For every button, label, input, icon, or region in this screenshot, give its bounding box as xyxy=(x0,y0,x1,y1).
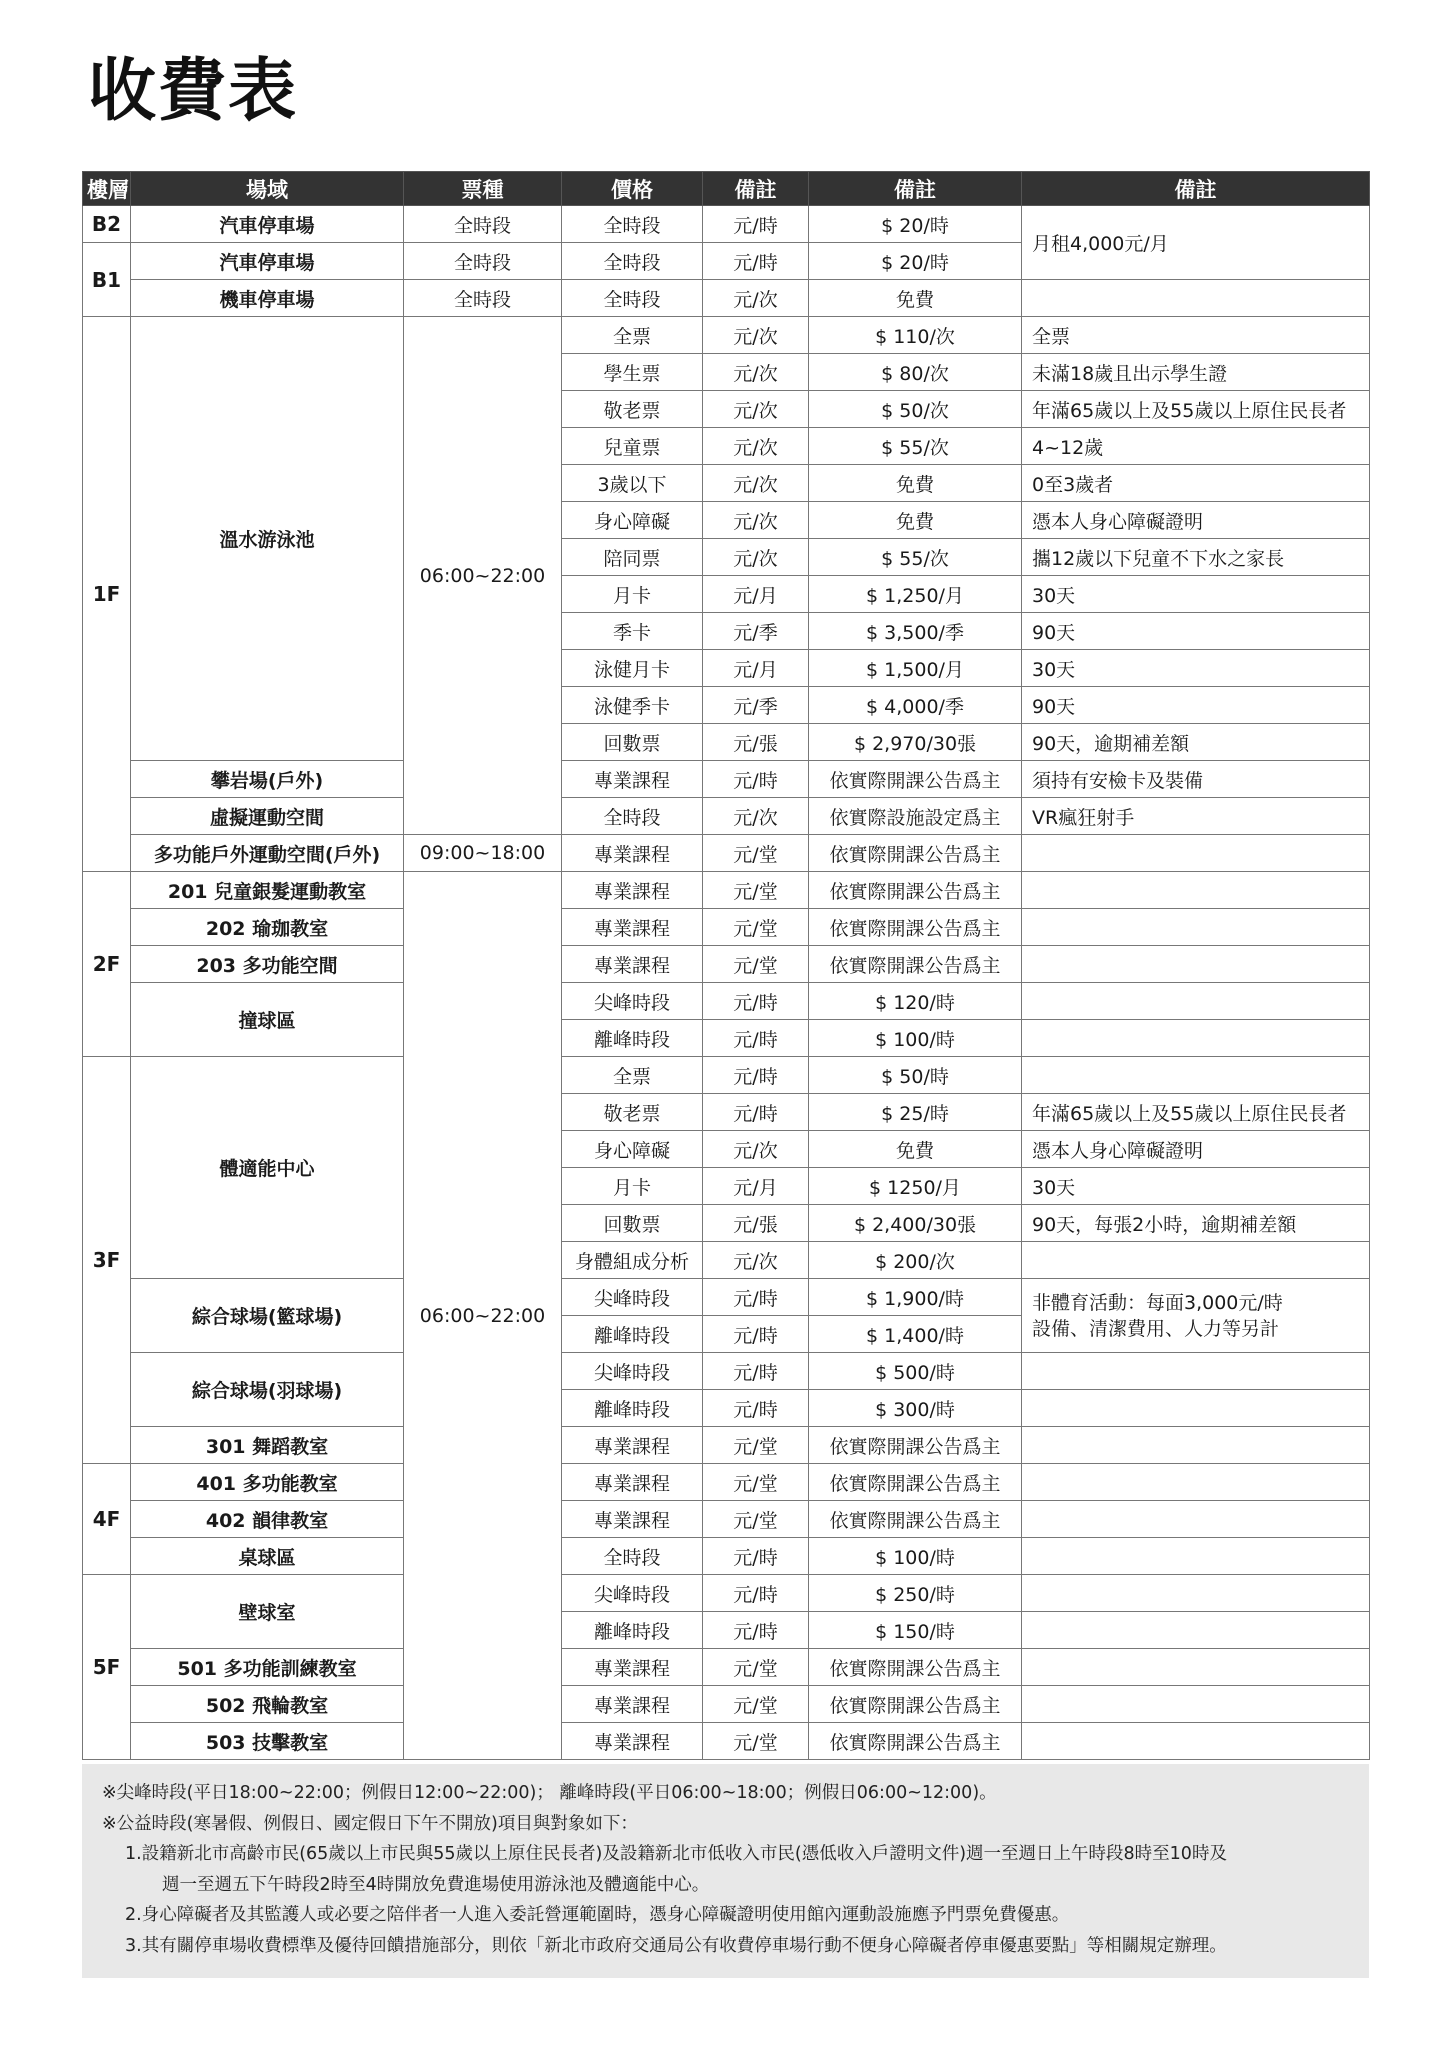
notes-cell: 憑本人身心障礙證明 xyxy=(1022,502,1370,539)
floor-label: 4F xyxy=(83,1464,131,1575)
notes-cell: 須持有安檢卡及裝備 xyxy=(1022,761,1370,798)
price-type-cell: 回數票 xyxy=(562,1205,703,1242)
unit-cell: 元/時 xyxy=(703,1538,809,1575)
venue-name: 桌球區 xyxy=(131,1538,404,1575)
amount-cell: $ 250/時 xyxy=(809,1575,1022,1612)
amount-cell: $ 1,500/月 xyxy=(809,650,1022,687)
amount-cell: $ 150/時 xyxy=(809,1612,1022,1649)
notes-cell xyxy=(1022,1353,1370,1390)
unit-cell: 元/張 xyxy=(703,1205,809,1242)
unit-cell: 元/時 xyxy=(703,1057,809,1094)
price-type-cell: 離峰時段 xyxy=(562,1612,703,1649)
unit-cell: 元/次 xyxy=(703,391,809,428)
amount-cell: $ 2,970/30張 xyxy=(809,724,1022,761)
notes-cell: 未滿18歲且出示學生證 xyxy=(1022,354,1370,391)
table-row xyxy=(83,1464,1370,1501)
notes-cell xyxy=(1022,835,1370,872)
unit-cell: 元/堂 xyxy=(703,835,809,872)
amount-cell: $ 100/時 xyxy=(809,1538,1022,1575)
price-type-cell: 季卡 xyxy=(562,613,703,650)
notes-cell xyxy=(1022,1390,1370,1427)
amount-cell: 免費 xyxy=(809,502,1022,539)
table-row xyxy=(83,1723,1370,1760)
table-row xyxy=(83,1575,1370,1612)
price-type-cell: 尖峰時段 xyxy=(562,983,703,1020)
amount-cell: $ 1,400/時 xyxy=(809,1316,1022,1353)
amount-cell: $ 50/次 xyxy=(809,391,1022,428)
amount-cell: 依實際開課公告爲主 xyxy=(809,1427,1022,1464)
unit-cell: 元/時 xyxy=(703,1316,809,1353)
unit-cell: 元/月 xyxy=(703,1168,809,1205)
amount-cell: 免費 xyxy=(809,465,1022,502)
amount-cell: 依實際開課公告爲主 xyxy=(809,872,1022,909)
ticket-type-cell: 全時段 xyxy=(404,280,562,317)
notes-cell: 年滿65歲以上及55歲以上原住民長者 xyxy=(1022,391,1370,428)
venue-name: 汽車停車場 xyxy=(131,206,404,243)
price-type-cell: 敬老票 xyxy=(562,391,703,428)
header-amount: 備註 xyxy=(809,172,1022,206)
unit-cell: 元/堂 xyxy=(703,1649,809,1686)
price-type-cell: 泳健月卡 xyxy=(562,650,703,687)
unit-cell: 元/次 xyxy=(703,1242,809,1279)
price-type-cell: 身體組成分析 xyxy=(562,1242,703,1279)
table-header-row xyxy=(83,172,1370,206)
unit-cell: 元/堂 xyxy=(703,1427,809,1464)
table-row xyxy=(83,835,1370,872)
price-type-cell: 專業課程 xyxy=(562,1427,703,1464)
unit-cell: 元/次 xyxy=(703,798,809,835)
unit-cell: 元/次 xyxy=(703,317,809,354)
price-type-cell: 離峰時段 xyxy=(562,1020,703,1057)
price-type-cell: 離峰時段 xyxy=(562,1390,703,1427)
unit-cell: 元/次 xyxy=(703,1131,809,1168)
footnote-public-hours: ※公益時段(寒暑假、例假日、國定假日下午不開放)項目與對象如下： xyxy=(102,1813,638,1834)
floor-label: 2F xyxy=(83,872,131,1057)
table-row xyxy=(83,983,1370,1020)
floor-label: B1 xyxy=(83,243,131,317)
notes-cell: 90天 xyxy=(1022,687,1370,724)
amount-cell: 依實際開課公告爲主 xyxy=(809,909,1022,946)
notes-cell: 憑本人身心障礙證明 xyxy=(1022,1131,1370,1168)
notes-cell: 0至3歲者 xyxy=(1022,465,1370,502)
notes-cell: 月租4,000元/月 xyxy=(1022,206,1370,280)
amount-cell: 依實際開課公告爲主 xyxy=(809,1501,1022,1538)
price-type-cell: 全時段 xyxy=(562,243,703,280)
venue-name: 虛擬運動空間 xyxy=(131,798,404,835)
notes-cell xyxy=(1022,1020,1370,1057)
price-type-cell: 專業課程 xyxy=(562,1501,703,1538)
footnote-item-1: 1.設籍新北市高齡市民(65歲以上市民與55歲以上原住民長者)及設籍新北市低收入市民(憑低收入戶證明文件)週一至週日上午時段8時至10時及 xyxy=(125,1844,1227,1864)
table-row xyxy=(83,872,1370,909)
amount-cell: $ 1250/月 xyxy=(809,1168,1022,1205)
table-row xyxy=(83,1427,1370,1464)
amount-cell: 依實際開課公告爲主 xyxy=(809,1686,1022,1723)
venue-name: 402 韻律教室 xyxy=(131,1501,404,1538)
venue-name: 撞球區 xyxy=(131,983,404,1057)
unit-cell: 元/時 xyxy=(703,1575,809,1612)
venue-name: 203 多功能空間 xyxy=(131,946,404,983)
amount-cell: $ 55/次 xyxy=(809,539,1022,576)
venue-name: 503 技擊教室 xyxy=(131,1723,404,1760)
unit-cell: 元/次 xyxy=(703,280,809,317)
notes-cell xyxy=(1022,1612,1370,1649)
fee-table xyxy=(82,171,1370,1760)
unit-cell: 元/次 xyxy=(703,465,809,502)
ticket-type-cell: 全時段 xyxy=(404,243,562,280)
amount-cell: $ 200/次 xyxy=(809,1242,1022,1279)
price-type-cell: 離峰時段 xyxy=(562,1316,703,1353)
unit-cell: 元/時 xyxy=(703,1094,809,1131)
header-floor: 樓層 xyxy=(83,172,131,206)
price-type-cell: 專業課程 xyxy=(562,761,703,798)
header-venue: 場域 xyxy=(131,172,404,206)
price-type-cell: 專業課程 xyxy=(562,872,703,909)
amount-cell: $ 100/時 xyxy=(809,1020,1022,1057)
unit-cell: 元/次 xyxy=(703,354,809,391)
footnotes-box xyxy=(82,1764,1369,1978)
venue-name: 綜合球場(羽球場) xyxy=(131,1353,404,1427)
notes-cell xyxy=(1022,1538,1370,1575)
amount-cell: $ 120/時 xyxy=(809,983,1022,1020)
amount-cell: 免費 xyxy=(809,1131,1022,1168)
unit-cell: 元/時 xyxy=(703,1390,809,1427)
amount-cell: 依實際開課公告爲主 xyxy=(809,1649,1022,1686)
unit-cell: 元/時 xyxy=(703,1612,809,1649)
amount-cell: $ 4,000/季 xyxy=(809,687,1022,724)
price-type-cell: 身心障礙 xyxy=(562,1131,703,1168)
notes-cell: 年滿65歲以上及55歲以上原住民長者 xyxy=(1022,1094,1370,1131)
amount-cell: $ 2,400/30張 xyxy=(809,1205,1022,1242)
notes-cell: 30天 xyxy=(1022,650,1370,687)
venue-name: 301 舞蹈教室 xyxy=(131,1427,404,1464)
venue-name: 壁球室 xyxy=(131,1575,404,1649)
price-type-cell: 泳健季卡 xyxy=(562,687,703,724)
unit-cell: 元/時 xyxy=(703,243,809,280)
amount-cell: 依實際開課公告爲主 xyxy=(809,761,1022,798)
unit-cell: 元/堂 xyxy=(703,1501,809,1538)
amount-cell: $ 1,250/月 xyxy=(809,576,1022,613)
table-row xyxy=(83,1057,1370,1094)
venue-name: 501 多功能訓練教室 xyxy=(131,1649,404,1686)
header-unit: 備註 xyxy=(703,172,809,206)
table-row xyxy=(83,1279,1370,1316)
unit-cell: 元/時 xyxy=(703,1279,809,1316)
price-type-cell: 專業課程 xyxy=(562,946,703,983)
notes-cell xyxy=(1022,1649,1370,1686)
venue-name: 汽車停車場 xyxy=(131,243,404,280)
table-row xyxy=(83,206,1370,243)
unit-cell: 元/時 xyxy=(703,1353,809,1390)
amount-cell: 依實際開課公告爲主 xyxy=(809,1464,1022,1501)
price-type-cell: 回數票 xyxy=(562,724,703,761)
price-type-cell: 尖峰時段 xyxy=(562,1279,703,1316)
price-type-cell: 全票 xyxy=(562,317,703,354)
page-title: 收費表 xyxy=(88,52,299,131)
price-type-cell: 專業課程 xyxy=(562,1723,703,1760)
unit-cell: 元/次 xyxy=(703,428,809,465)
venue-name: 機車停車場 xyxy=(131,280,404,317)
amount-cell: $ 20/時 xyxy=(809,243,1022,280)
amount-cell: $ 300/時 xyxy=(809,1390,1022,1427)
price-type-cell: 全時段 xyxy=(562,280,703,317)
venue-name: 溫水游泳池 xyxy=(131,317,404,761)
price-type-cell: 敬老票 xyxy=(562,1094,703,1131)
amount-cell: $ 20/時 xyxy=(809,206,1022,243)
price-type-cell: 3歲以下 xyxy=(562,465,703,502)
notes-cell: 4~12歲 xyxy=(1022,428,1370,465)
venue-name: 綜合球場(籃球場) xyxy=(131,1279,404,1353)
price-type-cell: 全票 xyxy=(562,1057,703,1094)
amount-cell: 依實際開課公告爲主 xyxy=(809,835,1022,872)
notes-cell xyxy=(1022,872,1370,909)
notes-cell: 90天 xyxy=(1022,613,1370,650)
notes-cell xyxy=(1022,1242,1370,1279)
price-type-cell: 專業課程 xyxy=(562,1464,703,1501)
price-type-cell: 專業課程 xyxy=(562,835,703,872)
table-row xyxy=(83,946,1370,983)
unit-cell: 元/堂 xyxy=(703,1686,809,1723)
header-notes: 備註 xyxy=(1022,172,1370,206)
amount-cell: 依實際開課公告爲主 xyxy=(809,1723,1022,1760)
price-type-cell: 陪同票 xyxy=(562,539,703,576)
unit-cell: 元/次 xyxy=(703,539,809,576)
ticket-type-cell: 全時段 xyxy=(404,206,562,243)
floor-label: 5F xyxy=(83,1575,131,1760)
table-row xyxy=(83,1501,1370,1538)
notes-cell: 30天 xyxy=(1022,576,1370,613)
unit-cell: 元/堂 xyxy=(703,909,809,946)
table-row xyxy=(83,909,1370,946)
price-type-cell: 尖峰時段 xyxy=(562,1353,703,1390)
venue-name: 多功能戶外運動空間(戶外) xyxy=(131,835,404,872)
amount-cell: $ 50/時 xyxy=(809,1057,1022,1094)
venue-name: 體適能中心 xyxy=(131,1057,404,1279)
venue-name: 401 多功能教室 xyxy=(131,1464,404,1501)
table-row xyxy=(83,1686,1370,1723)
footnote-peak-hours: ※尖峰時段(平日18:00~22:00；例假日12:00~22:00)； 離峰時段(平日06:00~18:00；例假日06:00~12:00)。 xyxy=(102,1783,997,1803)
price-type-cell: 兒童票 xyxy=(562,428,703,465)
amount-cell: 免費 xyxy=(809,280,1022,317)
unit-cell: 元/堂 xyxy=(703,1464,809,1501)
amount-cell: $ 500/時 xyxy=(809,1353,1022,1390)
price-type-cell: 專業課程 xyxy=(562,1649,703,1686)
notes-cell: 30天 xyxy=(1022,1168,1370,1205)
amount-cell: 依實際設施設定爲主 xyxy=(809,798,1022,835)
notes-cell xyxy=(1022,946,1370,983)
unit-cell: 元/張 xyxy=(703,724,809,761)
price-type-cell: 全時段 xyxy=(562,1538,703,1575)
amount-cell: $ 1,900/時 xyxy=(809,1279,1022,1316)
unit-cell: 元/季 xyxy=(703,687,809,724)
table-row xyxy=(83,761,1370,798)
notes-cell xyxy=(1022,983,1370,1020)
price-type-cell: 身心障礙 xyxy=(562,502,703,539)
venue-name: 202 瑜珈教室 xyxy=(131,909,404,946)
notes-cell xyxy=(1022,280,1370,317)
unit-cell: 元/堂 xyxy=(703,872,809,909)
unit-cell: 元/次 xyxy=(703,502,809,539)
footnote-item-2: 2.身心障礙者及其監護人或必要之陪伴者一人進入委託營運範圍時，憑身心障礙證明使用館內運動設施應予門票免費優惠。 xyxy=(125,1905,1070,1925)
unit-cell: 元/月 xyxy=(703,650,809,687)
notes-cell xyxy=(1022,1427,1370,1464)
table-row xyxy=(83,1353,1370,1390)
table-row xyxy=(83,280,1370,317)
notes-cell: 全票 xyxy=(1022,317,1370,354)
notes-cell: 90天，每張2小時，逾期補差額 xyxy=(1022,1205,1370,1242)
unit-cell: 元/時 xyxy=(703,761,809,798)
notes-cell xyxy=(1022,1279,1370,1353)
header-ticket-type: 票種 xyxy=(404,172,562,206)
amount-cell: $ 55/次 xyxy=(809,428,1022,465)
price-type-cell: 學生票 xyxy=(562,354,703,391)
hours-cell: 06:00~22:00 xyxy=(404,872,562,1760)
header-price: 價格 xyxy=(562,172,703,206)
table-row xyxy=(83,798,1370,835)
unit-cell: 元/時 xyxy=(703,206,809,243)
price-type-cell: 專業課程 xyxy=(562,909,703,946)
notes-cell xyxy=(1022,1501,1370,1538)
price-type-cell: 月卡 xyxy=(562,1168,703,1205)
notes-cell xyxy=(1022,1057,1370,1094)
unit-cell: 元/堂 xyxy=(703,946,809,983)
hours-cell: 06:00~22:00 xyxy=(404,317,562,835)
venue-name: 攀岩場(戶外) xyxy=(131,761,404,798)
table-row xyxy=(83,1538,1370,1575)
notes-cell xyxy=(1022,1464,1370,1501)
table-row xyxy=(83,1649,1370,1686)
table-row xyxy=(83,317,1370,354)
unit-cell: 元/季 xyxy=(703,613,809,650)
venue-name: 201 兒童銀髮運動教室 xyxy=(131,872,404,909)
notes-cell xyxy=(1022,1686,1370,1723)
unit-cell: 元/時 xyxy=(703,983,809,1020)
hours-cell: 09:00~18:00 xyxy=(404,835,562,872)
notes-cell: 攜12歲以下兒童不下水之家長 xyxy=(1022,539,1370,576)
footnote-item-3: 3.其有關停車場收費標準及優待回饋措施部分，則依「新北市政府交通局公有收費停車場行動不便身心障礙者停車優惠要點」等相關規定辦理。 xyxy=(125,1935,1227,1956)
notes-cell: 90天，逾期補差額 xyxy=(1022,724,1370,761)
amount-cell: $ 3,500/季 xyxy=(809,613,1022,650)
venue-name: 502 飛輪教室 xyxy=(131,1686,404,1723)
unit-cell: 元/月 xyxy=(703,576,809,613)
notes-cell: VR瘋狂射手 xyxy=(1022,798,1370,835)
floor-label: 3F xyxy=(83,1057,131,1464)
price-type-cell: 尖峰時段 xyxy=(562,1575,703,1612)
notes-cell xyxy=(1022,909,1370,946)
floor-label: 1F xyxy=(83,317,131,872)
court-note-line2: 設備、清潔費用、人力等另計 xyxy=(1032,1317,1280,1340)
amount-cell: $ 25/時 xyxy=(809,1094,1022,1131)
unit-cell: 元/堂 xyxy=(703,1723,809,1760)
court-note-line1: 非體育活動：每面3,000元/時 xyxy=(1032,1291,1283,1314)
footnote-item-1-cont: 週一至週五下午時段2時至4時開放免費進場使用游泳池及體適能中心。 xyxy=(162,1874,710,1895)
price-type-cell: 專業課程 xyxy=(562,1686,703,1723)
price-type-cell: 月卡 xyxy=(562,576,703,613)
amount-cell: $ 110/次 xyxy=(809,317,1022,354)
floor-label: B2 xyxy=(83,206,131,243)
price-type-cell: 全時段 xyxy=(562,798,703,835)
price-type-cell: 全時段 xyxy=(562,206,703,243)
amount-cell: $ 80/次 xyxy=(809,354,1022,391)
notes-cell xyxy=(1022,1575,1370,1612)
notes-cell xyxy=(1022,1723,1370,1760)
amount-cell: 依實際開課公告爲主 xyxy=(809,946,1022,983)
unit-cell: 元/時 xyxy=(703,1020,809,1057)
